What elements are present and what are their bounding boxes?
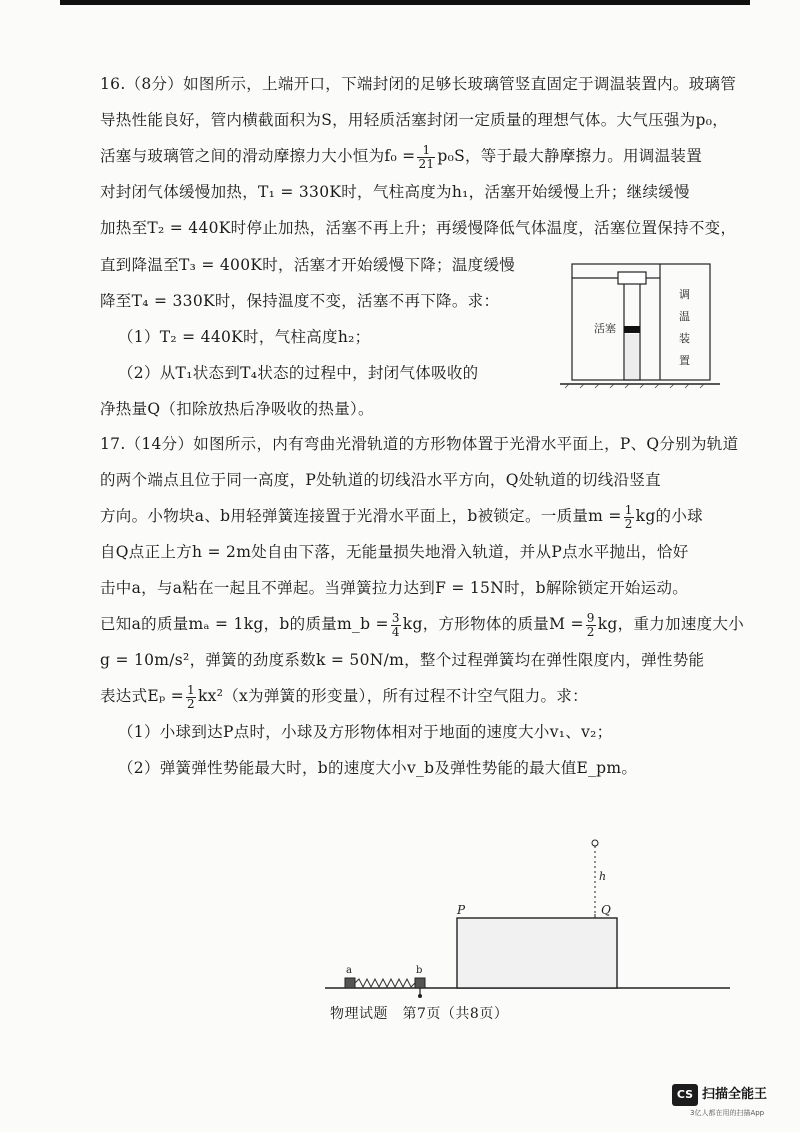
q16-part-1: （1）T₂ = 440K时，气柱高度h₂；	[118, 328, 371, 346]
page-footer: 物理试题 第7页（共8页）	[330, 1006, 509, 1022]
figure-17-diagram	[325, 830, 735, 1005]
spring	[355, 979, 415, 987]
q16-line-3: 活塞与玻璃管之间的滑动摩擦力大小恒为f₀ = $\frac{1}{21}$ p₀S，等于最大静摩擦力。用调温装置	[100, 142, 702, 171]
device-label-3: 装	[679, 332, 690, 345]
label-a: a	[346, 965, 352, 976]
fraction: $\frac{1}{2}$	[187, 682, 195, 711]
device-label-2: 温	[679, 310, 690, 323]
piston-label: 活塞	[594, 322, 616, 335]
fraction: $\frac{1}{2}$	[624, 502, 633, 531]
label-q: Q	[601, 903, 611, 917]
q17-part-2: （2）弹簧弹性势能最大时，b的速度大小v_b及弹性势能的最大值E_pm。	[118, 759, 638, 777]
ball	[592, 840, 598, 846]
figure-16-diagram	[560, 258, 720, 398]
fraction: $\frac{9}{2}$	[586, 610, 595, 639]
q16-line-2: 导热性能良好，管内横截面积为S，用轻质活塞封闭一定质量的理想气体。大气压强为p₀，	[100, 111, 729, 129]
q17-line-5: 击中a，与a粘在一起且不弹起。当弹簧拉力达到F = 15N时，b解除锁定开始运动。	[100, 579, 689, 597]
block-a	[345, 978, 355, 988]
q16-line-10: 净热量Q（扣除放热后净吸收的热量）。	[100, 400, 374, 418]
question-16-cont	[100, 247, 515, 427]
device-label-1: 调	[679, 288, 690, 301]
q17-part-1: （1）小球到达P点时，小球及方形物体相对于地面的速度大小v₁、v₂；	[118, 723, 613, 741]
q17-line-1: 17.（14分）如图所示，内有弯曲光滑轨道的方形物体置于光滑水平面上，P、Q分别为轨道	[100, 435, 739, 453]
q17-line-3: 方向。小物块a、b用轻弹簧连接置于光滑水平面上，b被锁定。一质量m = $\frac{1}{2}$ kg的小球	[100, 502, 703, 531]
q16-part-2: （2）从T₁状态到T₄状态的过程中，封闭气体吸收的	[118, 364, 479, 382]
label-p: P	[457, 903, 466, 917]
q16-line-6: 直到降温至T₃ = 400K时，活塞才开始缓慢下降；温度缓慢	[100, 256, 516, 274]
q16-line-1: 16.（8分）如图所示，上端开口，下端封闭的足够长玻璃管竖直固定于调温装置内。玻璃管	[100, 75, 737, 93]
piston	[624, 326, 640, 333]
watermark-name: 扫描全能王	[702, 1087, 768, 1102]
fraction: $\frac{1}{21}$	[418, 142, 435, 171]
label-h: h	[599, 870, 607, 883]
q17-line-8: 表达式Eₚ = $\frac{1}{2}$ kx²（x为弹簧的形变量），所有过程不计空气阻力。求：	[100, 682, 588, 711]
question-16	[100, 66, 736, 246]
q17-line-4: 自Q点正上方h = 2m处自由下落，无能量损失地滑入轨道，并从P点水平抛出，恰好	[100, 543, 689, 561]
label-b: b	[416, 965, 423, 976]
q17-line-2: 的两个端点且位于同一高度，P处轨道的切线沿水平方向，Q处轨道的切线沿竖直	[100, 471, 661, 489]
top-border	[60, 0, 750, 5]
q17-line-7: g = 10m/s²，弹簧的劲度系数k = 50N/m，整个过程弹簧均在弹性限度内，弹性势能	[100, 651, 705, 669]
scanner-watermark	[672, 1080, 792, 1120]
q16-line-5: 加热至T₂ = 440K时停止加热，活塞不再上升；再缓慢降低气体温度，活塞位置保持不变，	[100, 219, 737, 237]
watermark-subtitle: 3亿人都在用的扫描App	[690, 1109, 765, 1117]
q17-line-6: 已知a的质量mₐ = 1kg，b的质量m_b = $\frac{3}{4}$ kg，方形物体的质量M = $\frac{9}{2}$ kg，重力加速度大小	[100, 610, 745, 639]
fraction: $\frac{3}{4}$	[391, 610, 400, 639]
block-b	[415, 978, 425, 988]
question-17	[100, 426, 744, 786]
q16-line-7: 降至T₄ = 330K时，保持温度不变，活塞不再下降。求：	[100, 292, 500, 310]
q16-line-4: 对封闭气体缓慢加热，T₁ = 330K时，气柱高度为h₁，活塞开始缓慢上升；继续缓慢	[100, 183, 690, 201]
camscanner-logo-icon: CS	[672, 1084, 698, 1106]
device-label-4: 置	[679, 354, 690, 367]
square-body	[457, 918, 617, 988]
